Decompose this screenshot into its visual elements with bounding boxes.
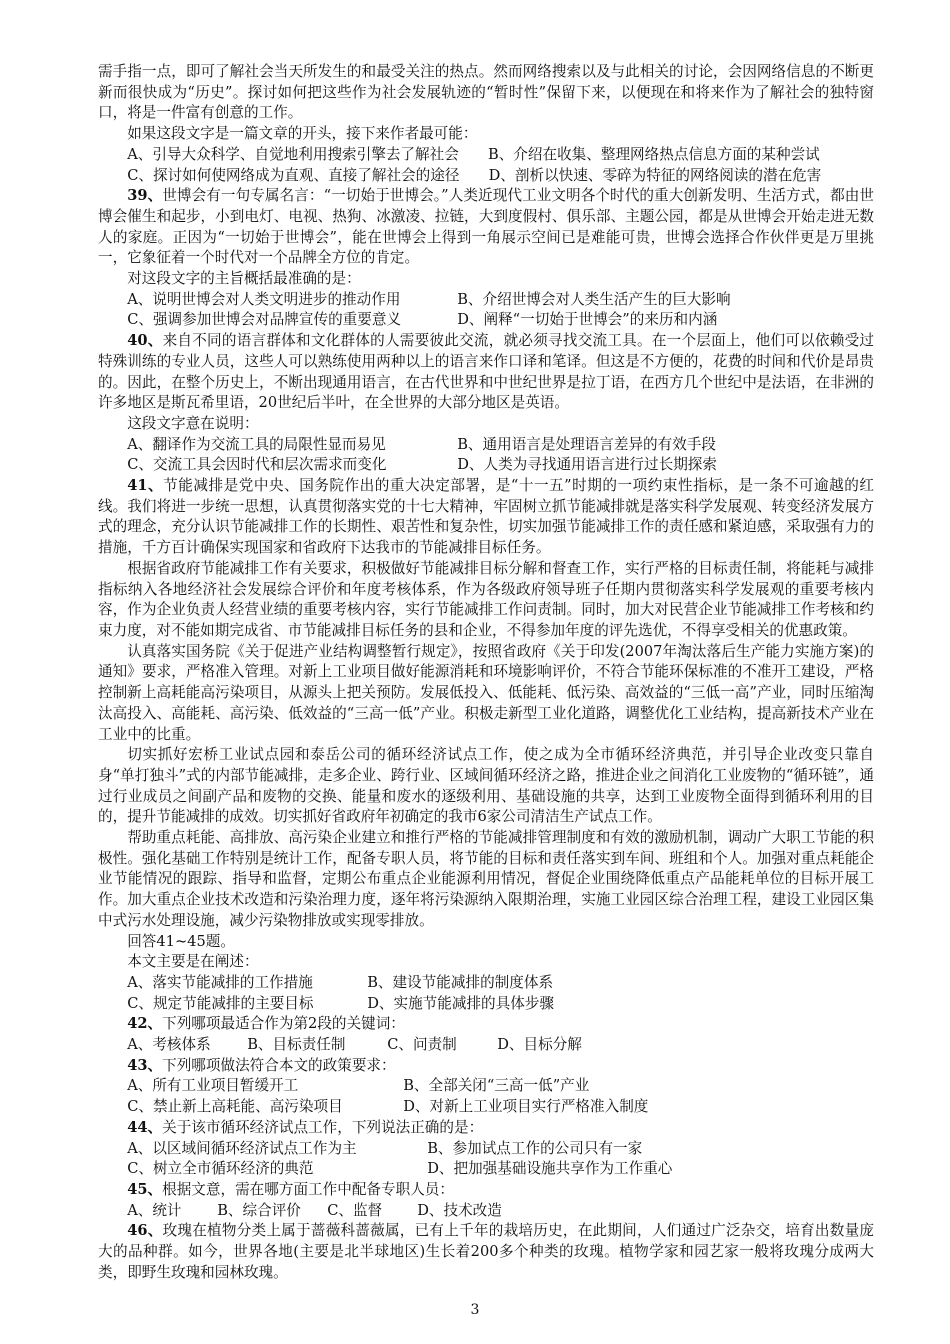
document-page — [98, 62, 874, 1283]
q40-option-c: C、交流工具会因时代和层次需求而变化 — [127, 456, 387, 474]
q45-option-c: C、监督 — [327, 1201, 383, 1219]
q43-options-row2 — [98, 1097, 874, 1118]
passage41-p4: 切实抓好宏桥工业试点园和泰岳公司的循环经济试点工作，使之成为全市循环经济典范，并引导企业改变只靠自身“单打独斗”式的内部节能减排，走多企业、跨行业、区域间循环经济之路，推进企业之间消化工业废物的“循环链”，通过行业成员之间副产品和废物的交换、能量和废水的逐级利用、基础设施的共享，达到工业废物全面得到循环利用的目的，提升节能减排的成效。切实抓好省政府年初确定的我市6家公司清洁生产试点工作。 — [98, 746, 874, 826]
q44-question — [98, 1118, 874, 1139]
q41-option-b: B、建设节能减排的制度体系 — [367, 973, 554, 991]
q43-option-c: C、禁止新上高耗能、高污染项目 — [127, 1098, 343, 1116]
q39-number: 39、 — [127, 187, 163, 205]
passage41-p3: 认真落实国务院《关于促进产业结构调整暂行规定》，按照省政府《关于印发(2007年淘汰落后生产能力实施方案)的通知》要求，严格准入管理。对新上工业项目做好能源消耗和环境影响评价，不符合节能环保标准的不准开工建设，严格控制新上高耗能高污染项目，从源头上把关预防。发展低投入、低能耗、低污染、高效益的“三低一高”产业，同时压缩淘汰高投入、高能耗、高污染、低效益的“三高一低”产业。积极走新型工业化道路，调整优化工业结构，提高新技术产业在工业中的比重。 — [98, 642, 874, 743]
q40-option-a: A、翻译作为交流工具的局限性显而易见 — [127, 435, 386, 453]
q39-option-c: C、强调参加世博会对品牌宣传的重要意义 — [127, 311, 402, 329]
passage41-instruction: 回答41~45题。 — [127, 932, 235, 950]
q42-option-c: C、问责制 — [387, 1036, 457, 1054]
q39-question: 对这段文字的主旨概括最准确的是： — [127, 270, 361, 288]
q41-option-c: C、规定节能减排的主要目标 — [127, 994, 314, 1012]
q41-options-row2 — [98, 994, 874, 1015]
q40-number: 40、 — [127, 332, 163, 350]
q41-question: 本文主要是在阐述： — [127, 953, 259, 971]
q40-option-d: D、人类为寻找通用语言进行过长期探索 — [457, 456, 717, 474]
q39-options-row2 — [98, 310, 874, 331]
q39-paragraph — [98, 186, 874, 269]
q40-paragraph — [98, 331, 874, 414]
q40-options-row1 — [98, 435, 874, 456]
intro-option-cd: C、探讨如何使网络成为直观、直接了解社会的途径 D、剖析以快速、零碎为特征的网络阅读的潜在危害 — [127, 166, 822, 184]
passage41-p1 — [98, 476, 874, 559]
passage41-p1-text: 节能减排是党中央、国务院作出的重大决定部署，是“十一五”时期的一项约束性指标，是一条不可逾越的红线。我们将进一步统一思想，认真贯彻落实党的十七大精神，牢固树立抓节能减排就是落实科学发展观、转变经济发展方式的理念，充分认识节能减排工作的长期性、艰苦性和复杂性，切实加强节能减排工作的责任感和紧迫感，采取强有力的措施，千方百计确保实现国家和省政府下达我市的节能减排目标任务。 — [98, 477, 874, 557]
q42-number: 42、 — [127, 1015, 163, 1033]
q45-option-a: A、统计 — [127, 1201, 182, 1219]
q42-question — [98, 1014, 874, 1035]
q42-options — [98, 1035, 874, 1056]
q44-options-row2 — [98, 1159, 874, 1180]
q44-option-c: C、树立全市循环经济的典范 — [127, 1160, 314, 1178]
q40-text: 来自不同的语言群体和文化群体的人需要彼此交流，就必须寻找交流工具。在一个层面上，他们可以依赖受过特殊训练的专业人员，这些人可以熟练使用两种以上的语言来作口译和笔译。但这是不方便的，花费的时间和代价是昂贵的。因此，在整个历史上，不断出现通用语言，在古代世界和中世纪世界是拉丁语，在西方几个世纪中是法语，在非洲的许多地区是斯瓦希里语，20世纪后半叶，在全世界的大部分地区是英语。 — [98, 332, 874, 412]
q44-option-d: D、把加强基础设施共享作为工作重心 — [427, 1160, 673, 1178]
q45-option-d: D、技术改造 — [417, 1201, 502, 1219]
passage41-p2: 根据省政府节能减排工作有关要求，积极做好节能减排目标分解和督查工作，实行严格的目标责任制，将能耗与减排指标纳入各地经济社会发展综合评价和年度考核体系，作为各级政府领导班子任期内贯彻落实科学发展观的重要考核内容，作为企业负责人经营业绩的重要考核内容，实行节能减排工作问责制。同时，加大对民营企业节能减排工作考核和约束力度，对不能如期完成省、市节能减排目标任务的县和企业，不得参加年度的评先选优，不得享受相关的优惠政策。 — [98, 559, 874, 639]
passage41-p5: 帮助重点耗能、高排放、高污染企业建立和推行严格的节能减排管理制度和有效的激励机制，调动广大职工节能的积极性。强化基础工作特别是统计工作，配备专职人员，将节能的目标和责任落实到车间、班组和个人。加强对重点耗能企业节能情况的跟踪、指导和监督，定期公布重点企业能源利用情况，督促企业围绕降低重点产品能耗单位的目标开展工作。加大重点企业技术改造和污染治理力度，逐年将污染源纳入限期治理，实施工业园区综合治理工程，建设工业园区集中式污水处理设施，减少污染物排放或实现零排放。 — [98, 829, 874, 929]
q41-option-a: A、落实节能减排的工作措施 — [127, 973, 313, 991]
q43-text: 下列哪项做法符合本文的政策要求： — [162, 1056, 396, 1074]
q43-number: 43、 — [127, 1056, 163, 1074]
q46-text: 玫瑰在植物分类上属于蔷薇科蔷薇属，已有上千年的栽培历史，在此期间，人们通过广泛杂交，培育出数量庞大的品种群。如今，世界各地(主要是北半球地区)生长着200多个种类的玫瑰。植物学家和园艺家一般将玫瑰分成两大类，即野生玫瑰和园林玫瑰。 — [98, 1222, 874, 1281]
q46-paragraph — [98, 1221, 874, 1283]
q43-question — [98, 1056, 874, 1077]
q45-options — [98, 1201, 874, 1222]
q45-text: 根据文意，需在哪方面工作中配备专职人员： — [162, 1180, 454, 1198]
q40-options-row2 — [98, 455, 874, 476]
q43-option-d: D、对新上工业项目实行严格准入制度 — [403, 1098, 649, 1116]
q42-option-a: A、考核体系 — [127, 1036, 211, 1054]
q43-option-b: B、全部关闭“三高一低”产业 — [403, 1077, 590, 1095]
q41-number: 41、 — [127, 477, 164, 495]
q45-question — [98, 1180, 874, 1201]
q42-option-b: B、目标责任制 — [247, 1036, 346, 1054]
q44-text: 关于该市循环经济试点工作，下列说法正确的是： — [162, 1118, 484, 1136]
q39-option-b: B、介绍世博会对人类生活产生的巨大影响 — [457, 290, 731, 308]
page-number: 3 — [470, 1302, 480, 1318]
q42-option-d: D、目标分解 — [497, 1036, 582, 1054]
q41-option-d: D、实施节能减排的具体步骤 — [367, 994, 555, 1012]
intro-option-ab: A、引导大众科学、自觉地利用搜索引擎去了解社会 B、介绍在收集、整理网络热点信息方面的某种尝试 — [127, 145, 820, 163]
q43-option-a: A、所有工业项目暂缓开工 — [127, 1077, 299, 1095]
q45-number: 45、 — [127, 1180, 163, 1198]
q39-options-row1 — [98, 290, 874, 311]
q45-option-b: B、综合评价 — [217, 1201, 301, 1219]
q39-option-d: D、阐释“一切始于世博会”的来历和内涵 — [457, 311, 718, 329]
q43-options-row1 — [98, 1076, 874, 1097]
q39-option-a: A、说明世博会对人类文明进步的推动作用 — [127, 290, 401, 308]
q44-option-a: A、以区域间循环经济试点工作为主 — [127, 1139, 357, 1157]
q44-option-b: B、参加试点工作的公司只有一家 — [427, 1139, 643, 1157]
q41-options-row1 — [98, 973, 874, 994]
q46-number: 46、 — [127, 1222, 163, 1240]
intro-paragraph: 需手指一点，即可了解社会当天所发生的和最受关注的热点。然而网络搜索以及与此相关的讨论，会因网络信息的不断更新而很快成为“历史”。探讨如何把这些作为社会发展轨迹的“暂时性”保留下来，以便现在和将来作为了解社会的独特窗口，将是一件富有创意的工作。 — [98, 63, 874, 122]
q40-option-b: B、通用语言是处理语言差异的有效手段 — [457, 435, 717, 453]
q39-text: 世博会有一句专属名言：“一切始于世博会。”人类近现代工业文明各个时代的重大创新发明、生活方式，都由世博会催生和起步，小到电灯、电视、热狗、冰激凌、拉链，大到度假村、俱乐部、主题公园，都是从世博会开始走进无数人的家庭。正因为“一切始于世博会”，能在世博会上得到一角展示空间已是难能可贵，世博会选择合作伙伴更是万里挑一，它象征着一个时代对一个品牌全方位的肯定。 — [98, 187, 874, 267]
q44-options-row1 — [98, 1139, 874, 1160]
intro-question: 如果这段文字是一篇文章的开头，接下来作者最可能： — [127, 125, 478, 143]
q44-number: 44、 — [127, 1118, 163, 1136]
q42-text: 下列哪项最适合作为第2段的关键词： — [162, 1015, 405, 1033]
q40-question: 这段文字意在说明： — [127, 414, 259, 432]
